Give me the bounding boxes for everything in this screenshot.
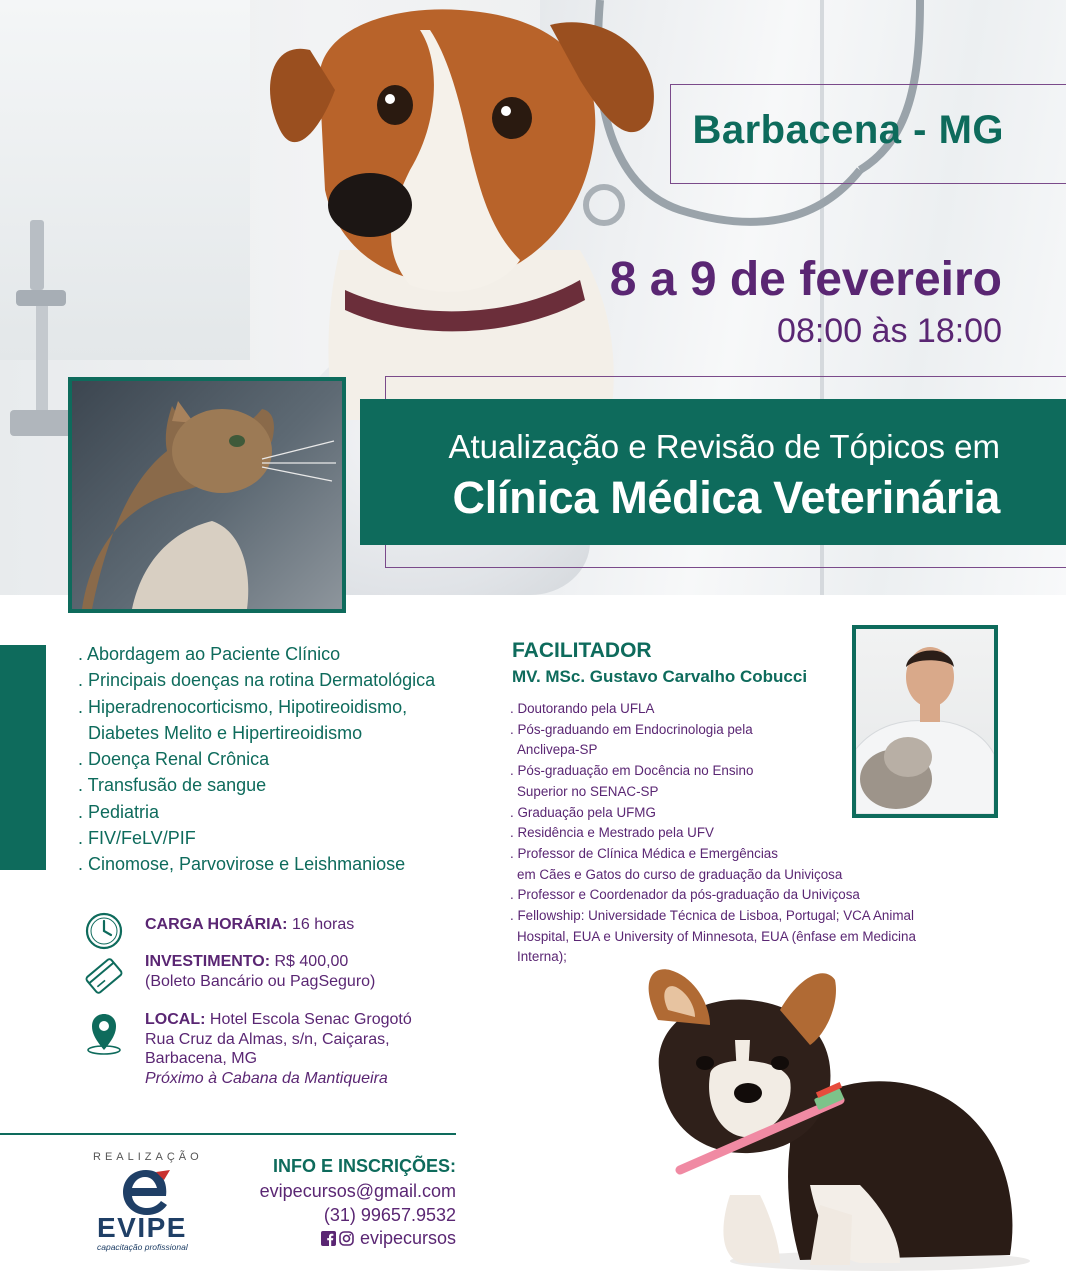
accent-bar	[0, 645, 46, 870]
list-item: . Doença Renal Crônica	[78, 749, 270, 770]
investment-note: (Boleto Bancário ou PagSeguro)	[145, 972, 376, 990]
list-item: . Transfusão de sangue	[78, 775, 267, 796]
facilitator-name: MV. MSc. Gustavo Carvalho Cobucci	[512, 667, 808, 686]
clock-icon	[80, 907, 128, 955]
list-item: . Doutorando pela UFLA	[510, 701, 655, 716]
local-address-line2: Barbacena, MG	[145, 1050, 258, 1067]
instagram-icon	[339, 1231, 354, 1246]
list-item: . Graduação pela UFMG	[510, 804, 656, 820]
map-pin-icon	[80, 1010, 128, 1058]
list-item: . Hiperadrenocorticismo, Hipotireoidismo,	[78, 696, 408, 717]
list-item: . Professor e Coordenador da pós-graduação da Univiçosa	[510, 887, 860, 903]
list-item: . Fellowship: Universidade Técnica de Lisboa, Portugal; VCA Animal	[510, 908, 914, 924]
cat-photo	[68, 377, 346, 613]
workload-value: 16 horas	[287, 916, 355, 933]
facilitator-heading: FACILITADOR	[512, 639, 652, 662]
list-item: Hospital, EUA e University of Minnesota, EUA (ênfase em Medicina	[517, 928, 916, 944]
social-icons	[321, 1231, 354, 1246]
list-item: . Pediatria	[78, 801, 160, 822]
list-item: . Pós-graduando em Endocrinologia pela	[510, 721, 753, 737]
dog-illustration	[250, 0, 680, 420]
workload-row	[80, 907, 354, 955]
card-icon	[80, 952, 128, 1000]
list-item: . FIV/FeLV/PIF	[78, 828, 196, 849]
list-item: Diabetes Melito e Hipertireoidismo	[88, 722, 363, 743]
investment-label: INVESTIMENTO:	[145, 953, 271, 970]
list-item: Interna);	[517, 949, 567, 965]
list-item: . Residência e Mestrado pela UFV	[510, 825, 714, 841]
course-title-line1: Atualização e Revisão de Tópicos em	[448, 428, 1000, 465]
list-item: . Cinomose, Parvovirose e Leishmaniose	[78, 854, 406, 875]
local-reference: Próximo à Cabana da Mantiqueira	[145, 1069, 388, 1087]
logo-tagline: capacitação profissional	[97, 1242, 188, 1252]
contact-heading: INFO E INSCRIÇÕES:	[272, 1156, 456, 1176]
list-item: . Pós-graduação em Docência no Ensino	[510, 763, 754, 779]
workload-label: CARGA HORÁRIA:	[145, 916, 288, 933]
list-item: . Abordagem ao Paciente Clínico	[78, 644, 341, 664]
investment-value: R$ 400,00	[270, 953, 349, 970]
investment-row	[80, 952, 375, 1000]
cat-illustration	[72, 381, 342, 609]
contact-email[interactable]: evipecursos@gmail.com	[259, 1181, 456, 1201]
logo-name: EVIPE	[97, 1212, 187, 1243]
local-value: Hotel Escola Senac Grogotó	[205, 1011, 412, 1028]
realizacao-label: REALIZAÇÃO	[93, 1151, 203, 1163]
contact-phone[interactable]: (31) 99657.9532	[323, 1204, 456, 1225]
contact-block	[260, 1156, 456, 1251]
list-item: . Principais doenças na rotina Dermatológica	[78, 670, 436, 691]
facebook-icon	[321, 1231, 336, 1246]
footer-divider	[0, 1133, 456, 1135]
list-item: em Cães e Gatos do curso de graduação da Univiçosa	[517, 866, 843, 882]
social-handle: evipecursos	[359, 1228, 456, 1248]
list-item: Anclivepa-SP	[517, 742, 598, 758]
evipe-logo-icon	[120, 1168, 172, 1216]
course-title-line2: Clínica Médica Veterinária	[452, 472, 1000, 523]
local-row	[80, 1010, 412, 1088]
event-location: Barbacena - MG	[692, 108, 1004, 152]
contact-social[interactable]	[260, 1227, 456, 1251]
event-time: 08:00 às 18:00	[777, 312, 1002, 350]
list-item: . Professor de Clínica Médica e Emergências	[510, 845, 778, 861]
facilitator-portrait	[856, 629, 994, 814]
topics-list	[78, 641, 478, 878]
local-label: LOCAL:	[145, 1011, 206, 1028]
list-item: Superior no SENAC-SP	[517, 783, 659, 799]
puppy-illustration	[640, 965, 1040, 1275]
event-date: 8 a 9 de fevereiro	[609, 253, 1002, 306]
facilitator-photo	[852, 625, 998, 818]
local-address-line1: Rua Cruz da Almas, s/n, Caiçaras,	[145, 1030, 390, 1048]
